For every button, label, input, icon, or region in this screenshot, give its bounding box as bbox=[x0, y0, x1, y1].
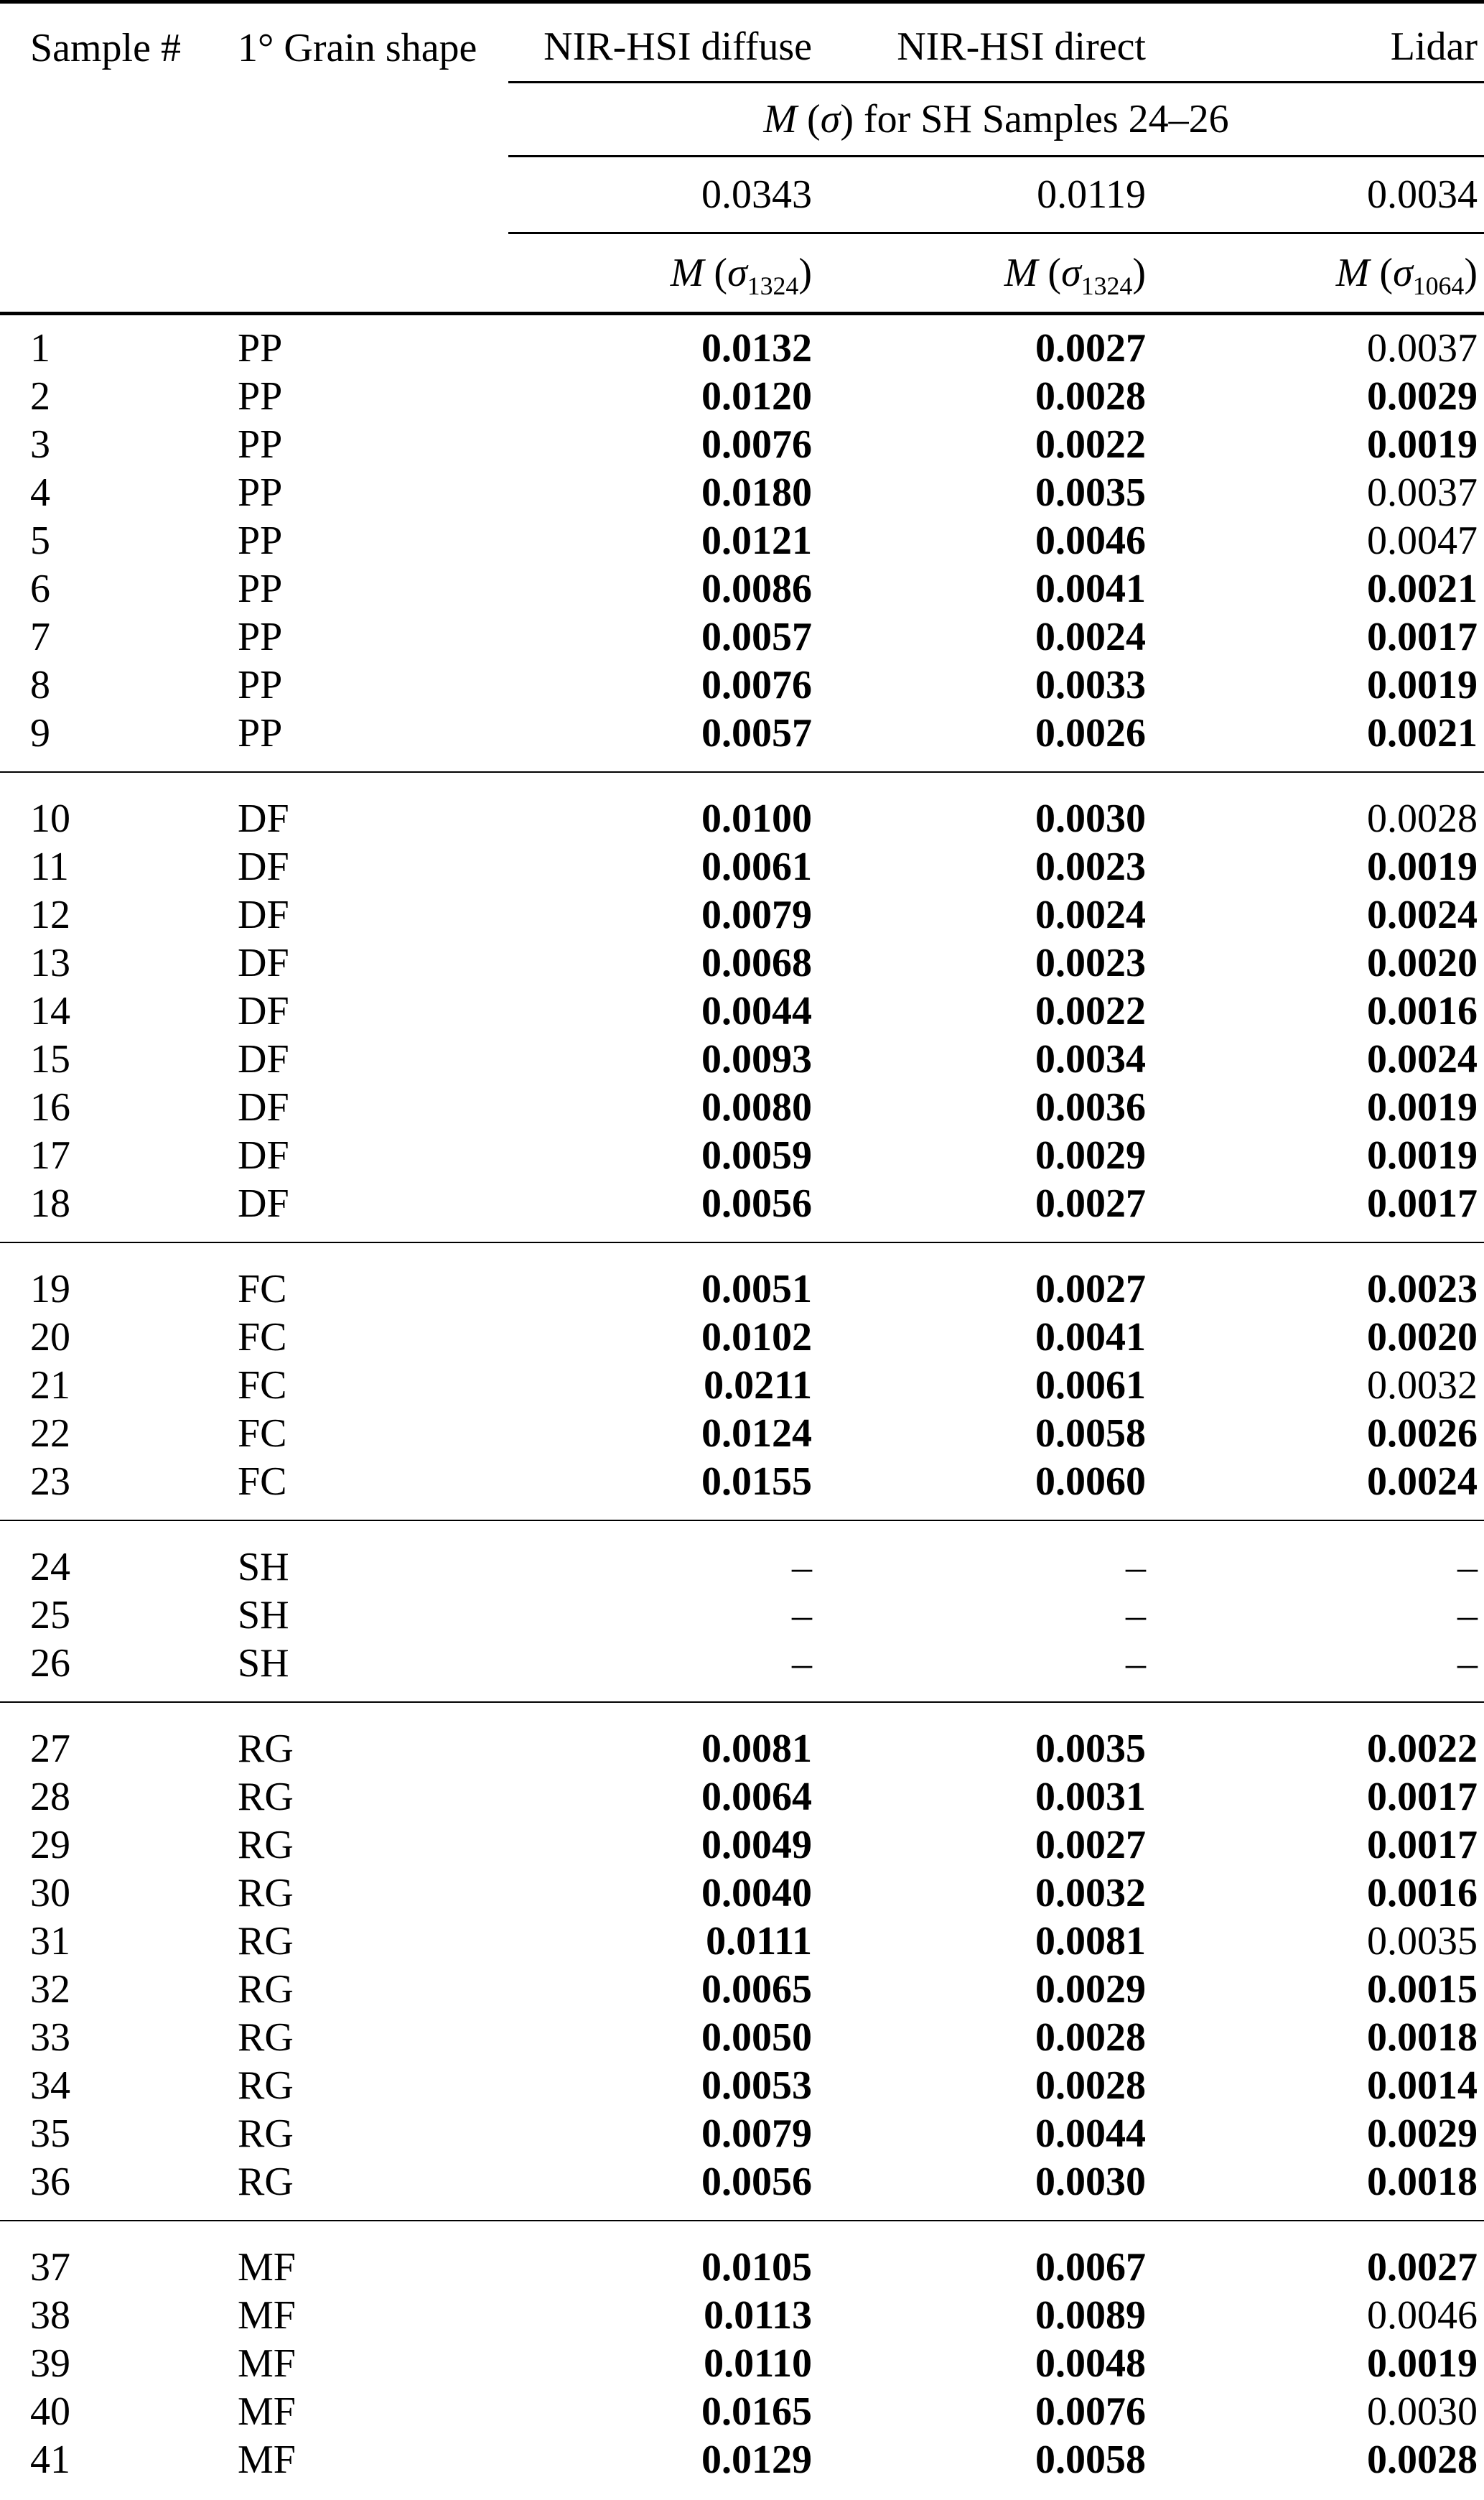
value-nir-hsi-direct: 0.0035 bbox=[818, 1702, 1152, 1772]
value-nir-hsi-direct: 0.0046 bbox=[1035, 518, 1146, 563]
grain-shape-cell: DF bbox=[238, 892, 289, 937]
value-nir-hsi-direct: 0.0041 bbox=[1035, 1314, 1146, 1360]
value-lidar: 0.0046 bbox=[1367, 2292, 1478, 2338]
value-nir-hsi-direct: 0.0030 bbox=[818, 772, 1152, 842]
grain-shape-cell: PP bbox=[238, 422, 283, 467]
sample-number-cell: 21 bbox=[30, 1362, 70, 1408]
value-lidar: 0.0016 bbox=[1367, 988, 1478, 1033]
sample-number-cell: 15 bbox=[30, 1036, 70, 1082]
value-nir-hsi-direct: 0.0081 bbox=[1035, 1918, 1146, 1964]
grain-shape-cell: RG bbox=[238, 1870, 294, 1915]
col-sublabel-sigma-1064-lidar: M $(\sigma_{1064})$ bbox=[1152, 233, 1484, 314]
table-row bbox=[0, 891, 1484, 939]
value-nir-hsi-diffuse: 0.0132 bbox=[701, 325, 812, 371]
sample-number-cell: 35 bbox=[30, 2111, 70, 2156]
grain-shape-cell: DF bbox=[238, 1181, 289, 1226]
value-lidar: 0.0029 bbox=[1367, 2111, 1478, 2156]
grain-shape-cell: FC bbox=[238, 1411, 287, 1456]
span-header-spacer bbox=[0, 83, 508, 157]
sample-number-cell: 11 bbox=[30, 844, 69, 889]
value-lidar: 0.0029 bbox=[1367, 373, 1478, 419]
table-row bbox=[0, 1821, 1484, 1869]
table-body bbox=[0, 314, 1484, 2500]
value-lidar: 0.0020 bbox=[1367, 940, 1478, 985]
sample-number-cell: 28 bbox=[30, 1774, 70, 1819]
value-nir-hsi-diffuse: 0.0113 bbox=[704, 2292, 812, 2338]
value-nir-hsi-diffuse: 0.0057 bbox=[701, 710, 812, 756]
value-nir-hsi-direct: 0.0023 bbox=[1035, 844, 1146, 889]
grain-shape-cell: DF bbox=[238, 988, 289, 1033]
value-nir-hsi-direct: 0.0035 bbox=[1035, 470, 1146, 515]
grain-shape-cell: PP bbox=[238, 373, 283, 419]
sample-number-cell: 29 bbox=[30, 1822, 70, 1867]
grain-shape-cell: FC bbox=[238, 1459, 287, 1504]
grain-shape-cell: PP bbox=[238, 518, 283, 563]
value-nir-hsi-direct: 0.0028 bbox=[1035, 2063, 1146, 2108]
table-row bbox=[0, 1772, 1484, 1821]
value-nir-hsi-direct: 0.0089 bbox=[1035, 2292, 1146, 2338]
grain-shape-cell: RG bbox=[238, 1918, 294, 1964]
sample-number-cell: 33 bbox=[30, 2015, 70, 2060]
value-nir-hsi-direct: – bbox=[818, 1520, 1152, 1591]
value-lidar: 0.0017 bbox=[1367, 1774, 1478, 1819]
value-nir-hsi-direct: 0.0024 bbox=[1035, 892, 1146, 937]
value-nir-hsi-diffuse: 0.0102 bbox=[701, 1314, 812, 1360]
col-header-lidar: Lidar bbox=[1152, 2, 1484, 83]
value-nir-hsi-diffuse: – bbox=[792, 1592, 812, 1637]
grain-shape-cell: DF bbox=[238, 1036, 289, 1082]
table-row bbox=[0, 987, 1484, 1035]
value-nir-hsi-diffuse: 0.0040 bbox=[701, 1870, 812, 1915]
table-row bbox=[0, 2061, 1484, 2109]
value-nir-hsi-diffuse: 0.0129 bbox=[701, 2437, 812, 2482]
sample-number-cell: 37 bbox=[0, 2221, 212, 2291]
sample-number-cell: 36 bbox=[30, 2159, 70, 2204]
grain-shape-cell: RG bbox=[238, 1822, 294, 1867]
table-row bbox=[0, 613, 1484, 661]
value-nir-hsi-diffuse: 0.0050 bbox=[701, 2015, 812, 2060]
sh-reference-row bbox=[0, 157, 1484, 233]
value-lidar: 0.0019 bbox=[1367, 1133, 1478, 1178]
value-lidar: 0.0019 bbox=[1367, 422, 1478, 467]
sample-number-cell: 2 bbox=[30, 373, 50, 419]
sample-number-cell: 24 bbox=[0, 1520, 212, 1591]
value-nir-hsi-diffuse: 0.0068 bbox=[701, 940, 812, 985]
grain-shape-cell: MF bbox=[238, 2341, 296, 2386]
value-lidar: 0.0016 bbox=[1367, 1870, 1478, 1915]
table-row bbox=[0, 1131, 1484, 1179]
value-lidar: 0.0022 bbox=[1152, 1702, 1484, 1772]
sublabel-spacer bbox=[0, 233, 508, 314]
sample-number-cell: 14 bbox=[30, 988, 70, 1033]
grain-shape-cell: PP bbox=[238, 325, 283, 371]
grain-shape-cell: FC bbox=[238, 1362, 287, 1408]
sh-reference-value-diffuse: 0.0343 bbox=[508, 157, 818, 233]
table-row bbox=[0, 564, 1484, 613]
value-nir-hsi-diffuse: 0.0121 bbox=[701, 518, 812, 563]
value-nir-hsi-diffuse: 0.0093 bbox=[701, 1036, 812, 1082]
col-sublabel-sigma-1324-diffuse: M $(\sigma_{1324})$ bbox=[508, 233, 818, 314]
value-lidar: 0.0014 bbox=[1367, 2063, 1478, 2108]
value-nir-hsi-diffuse: 0.0100 bbox=[508, 772, 818, 842]
table-row bbox=[0, 420, 1484, 468]
value-nir-hsi-direct: 0.0044 bbox=[1035, 2111, 1146, 2156]
value-nir-hsi-direct: 0.0022 bbox=[1035, 988, 1146, 1033]
column-header-row bbox=[0, 2, 1484, 83]
sample-number-cell: 40 bbox=[30, 2389, 70, 2434]
grain-shape-cell: DF bbox=[238, 940, 289, 985]
grain-shape-cell: SH bbox=[238, 1640, 289, 1686]
grain-shape-cell: FC bbox=[212, 1242, 508, 1313]
table-row bbox=[0, 516, 1484, 564]
table-row bbox=[0, 2435, 1484, 2500]
table-row bbox=[0, 1242, 1484, 1313]
sample-number-cell: 5 bbox=[30, 518, 50, 563]
table-row bbox=[0, 1702, 1484, 1772]
value-nir-hsi-direct: 0.0060 bbox=[1035, 1459, 1146, 1504]
value-nir-hsi-direct: 0.0029 bbox=[1035, 1966, 1146, 2012]
table-row bbox=[0, 468, 1484, 516]
value-nir-hsi-diffuse: 0.0155 bbox=[701, 1459, 812, 1504]
value-lidar: 0.0018 bbox=[1367, 2015, 1478, 2060]
value-lidar: 0.0021 bbox=[1367, 566, 1478, 611]
sample-number-cell: 10 bbox=[0, 772, 212, 842]
grain-shape-cell: PP bbox=[238, 614, 283, 659]
sample-number-cell: 6 bbox=[30, 566, 50, 611]
value-nir-hsi-direct: 0.0041 bbox=[1035, 566, 1146, 611]
value-nir-hsi-diffuse: 0.0079 bbox=[701, 892, 812, 937]
grain-shape-cell: MF bbox=[212, 2221, 508, 2291]
grain-shape-cell: RG bbox=[238, 1966, 294, 2012]
table-row bbox=[0, 1520, 1484, 1591]
table-row bbox=[0, 372, 1484, 420]
value-nir-hsi-diffuse: 0.0061 bbox=[701, 844, 812, 889]
table-row bbox=[0, 1361, 1484, 1409]
value-nir-hsi-direct: 0.0030 bbox=[1035, 2159, 1146, 2204]
value-lidar: 0.0024 bbox=[1367, 892, 1478, 937]
value-nir-hsi-direct: 0.0023 bbox=[1035, 940, 1146, 985]
table-row bbox=[0, 2221, 1484, 2291]
table-row bbox=[0, 1083, 1484, 1131]
grain-shape-cell: SH bbox=[238, 1592, 289, 1637]
value-nir-hsi-direct: 0.0058 bbox=[1035, 2437, 1146, 2482]
value-nir-hsi-diffuse: 0.0064 bbox=[701, 1774, 812, 1819]
grain-shape-cell: DF bbox=[238, 1084, 289, 1130]
value-lidar: 0.0017 bbox=[1367, 1181, 1478, 1226]
value-nir-hsi-diffuse: 0.0059 bbox=[701, 1133, 812, 1178]
grain-shape-cell: PP bbox=[238, 566, 283, 611]
value-nir-hsi-diffuse: 0.0211 bbox=[704, 1362, 812, 1408]
sample-number-cell: 19 bbox=[0, 1242, 212, 1313]
value-nir-hsi-direct: 0.0022 bbox=[1035, 422, 1146, 467]
span-header-sh-samples: M (σ) for SH Samples 24–26 bbox=[508, 83, 1484, 157]
sh-reference-value-direct: 0.0119 bbox=[818, 157, 1152, 233]
sample-number-cell: 31 bbox=[30, 1918, 70, 1964]
value-lidar: 0.0020 bbox=[1367, 1314, 1478, 1360]
value-nir-hsi-diffuse: 0.0056 bbox=[701, 2159, 812, 2204]
value-nir-hsi-direct: 0.0027 bbox=[1035, 1181, 1146, 1226]
value-nir-hsi-diffuse: 0.0049 bbox=[701, 1822, 812, 1867]
value-lidar: 0.0018 bbox=[1367, 2159, 1478, 2204]
sample-number-cell: 26 bbox=[30, 1640, 70, 1686]
value-nir-hsi-diffuse: 0.0080 bbox=[701, 1084, 812, 1130]
value-nir-hsi-diffuse: 0.0081 bbox=[508, 1702, 818, 1772]
table-row bbox=[0, 314, 1484, 373]
grain-shape-cell: RG bbox=[238, 2015, 294, 2060]
table-row bbox=[0, 1917, 1484, 1965]
value-lidar: 0.0037 bbox=[1367, 470, 1478, 515]
table-row bbox=[0, 772, 1484, 842]
sh-reference-spacer bbox=[0, 157, 508, 233]
col-header-nir-hsi-direct: NIR-HSI direct bbox=[818, 2, 1152, 83]
table-row bbox=[0, 1591, 1484, 1639]
value-nir-hsi-diffuse: 0.0165 bbox=[701, 2389, 812, 2434]
value-lidar: 0.0017 bbox=[1367, 1822, 1478, 1867]
value-lidar: 0.0030 bbox=[1367, 2389, 1478, 2434]
table-row bbox=[0, 1869, 1484, 1917]
value-nir-hsi-direct: 0.0076 bbox=[1035, 2389, 1146, 2434]
value-lidar: 0.0019 bbox=[1367, 662, 1478, 707]
sample-number-cell: 39 bbox=[30, 2341, 70, 2386]
grain-shape-cell: MF bbox=[238, 2389, 296, 2434]
value-nir-hsi-direct: 0.0027 bbox=[1035, 325, 1146, 371]
sample-number-cell: 17 bbox=[30, 1133, 70, 1178]
value-nir-hsi-direct: 0.0027 bbox=[1035, 1822, 1146, 1867]
table-row bbox=[0, 2109, 1484, 2157]
value-lidar: 0.0026 bbox=[1367, 1411, 1478, 1456]
sample-number-cell: 27 bbox=[0, 1702, 212, 1772]
value-nir-hsi-direct: 0.0036 bbox=[1035, 1084, 1146, 1130]
value-nir-hsi-direct: 0.0033 bbox=[1035, 662, 1146, 707]
value-nir-hsi-diffuse: 0.0105 bbox=[508, 2221, 818, 2291]
value-lidar: 0.0023 bbox=[1152, 1242, 1484, 1313]
col-header-grain-shape: 1° Grain shape bbox=[238, 25, 477, 70]
value-nir-hsi-direct: 0.0026 bbox=[1035, 710, 1146, 756]
grain-shape-cell: MF bbox=[238, 2437, 296, 2482]
value-nir-hsi-diffuse: 0.0180 bbox=[701, 470, 812, 515]
sample-number-cell: 1 bbox=[30, 325, 50, 371]
value-nir-hsi-direct: 0.0027 bbox=[818, 1242, 1152, 1313]
table-row bbox=[0, 2013, 1484, 2061]
value-lidar: 0.0047 bbox=[1367, 518, 1478, 563]
sample-number-cell: 18 bbox=[30, 1181, 70, 1226]
grain-shape-cell: RG bbox=[212, 1702, 508, 1772]
grain-shape-cell: PP bbox=[238, 470, 283, 515]
value-nir-hsi-diffuse: 0.0076 bbox=[701, 662, 812, 707]
grain-shape-cell: SH bbox=[212, 1520, 508, 1591]
value-lidar: 0.0037 bbox=[1367, 325, 1478, 371]
sample-number-cell: 13 bbox=[30, 940, 70, 985]
col-header-nir-hsi-diffuse: NIR-HSI diffuse bbox=[508, 2, 818, 83]
table-row bbox=[0, 2387, 1484, 2435]
grain-shape-cell: FC bbox=[238, 1314, 287, 1360]
table-row bbox=[0, 1457, 1484, 1520]
grain-shape-cell: DF bbox=[238, 844, 289, 889]
sample-number-cell: 23 bbox=[30, 1459, 70, 1504]
sample-number-cell: 8 bbox=[30, 662, 50, 707]
value-nir-hsi-diffuse: – bbox=[792, 1640, 812, 1686]
value-lidar: 0.0032 bbox=[1367, 1362, 1478, 1408]
value-nir-hsi-diffuse: 0.0076 bbox=[701, 422, 812, 467]
table-row bbox=[0, 842, 1484, 891]
grain-shape-cell: PP bbox=[238, 710, 283, 756]
value-lidar: 0.0028 bbox=[1152, 772, 1484, 842]
value-nir-hsi-diffuse: 0.0079 bbox=[701, 2111, 812, 2156]
table-header bbox=[0, 2, 1484, 314]
value-nir-hsi-direct: 0.0032 bbox=[1035, 1870, 1146, 1915]
value-lidar: 0.0024 bbox=[1367, 1036, 1478, 1082]
grain-shape-cell: RG bbox=[238, 2063, 294, 2108]
grain-shape-cell: DF bbox=[212, 772, 508, 842]
value-lidar: 0.0019 bbox=[1367, 2341, 1478, 2386]
table-row bbox=[0, 2291, 1484, 2339]
table-row bbox=[0, 1035, 1484, 1083]
table-row bbox=[0, 1965, 1484, 2013]
value-lidar: 0.0017 bbox=[1367, 614, 1478, 659]
value-nir-hsi-diffuse: 0.0053 bbox=[701, 2063, 812, 2108]
value-nir-hsi-diffuse: 0.0111 bbox=[706, 1918, 812, 1964]
value-nir-hsi-direct: – bbox=[1126, 1592, 1146, 1637]
value-nir-hsi-direct: 0.0034 bbox=[1035, 1036, 1146, 1082]
value-nir-hsi-diffuse: 0.0056 bbox=[701, 1181, 812, 1226]
table-row bbox=[0, 1639, 1484, 1702]
sublabel-row bbox=[0, 233, 1484, 314]
table-row bbox=[0, 2339, 1484, 2387]
value-lidar: 0.0027 bbox=[1152, 2221, 1484, 2291]
span-header-row bbox=[0, 83, 1484, 157]
grain-shape-cell: PP bbox=[238, 662, 283, 707]
value-nir-hsi-diffuse: 0.0086 bbox=[701, 566, 812, 611]
value-lidar: 0.0021 bbox=[1367, 710, 1478, 756]
value-lidar: 0.0035 bbox=[1367, 1918, 1478, 1964]
value-nir-hsi-direct: 0.0058 bbox=[1035, 1411, 1146, 1456]
value-lidar: – bbox=[1457, 1592, 1478, 1637]
grain-shape-cell: MF bbox=[238, 2292, 296, 2338]
value-nir-hsi-direct: 0.0067 bbox=[818, 2221, 1152, 2291]
value-lidar: 0.0028 bbox=[1367, 2437, 1478, 2482]
value-lidar: – bbox=[1152, 1520, 1484, 1591]
sample-number-cell: 38 bbox=[30, 2292, 70, 2338]
value-lidar: 0.0015 bbox=[1367, 1966, 1478, 2012]
grain-shape-cell: RG bbox=[238, 2159, 294, 2204]
table-row bbox=[0, 1409, 1484, 1457]
sample-number-cell: 12 bbox=[30, 892, 70, 937]
sample-number-cell: 25 bbox=[30, 1592, 70, 1637]
table-row bbox=[0, 1179, 1484, 1242]
value-lidar: 0.0024 bbox=[1367, 1459, 1478, 1504]
value-nir-hsi-direct: 0.0028 bbox=[1035, 2015, 1146, 2060]
table-row bbox=[0, 939, 1484, 987]
grain-shape-cell: RG bbox=[238, 1774, 294, 1819]
value-nir-hsi-diffuse: 0.0124 bbox=[701, 1411, 812, 1456]
value-lidar: 0.0019 bbox=[1367, 844, 1478, 889]
sample-number-cell: 20 bbox=[30, 1314, 70, 1360]
table-row bbox=[0, 709, 1484, 772]
value-lidar: 0.0019 bbox=[1367, 1084, 1478, 1130]
value-nir-hsi-diffuse: 0.0110 bbox=[704, 2341, 812, 2386]
value-nir-hsi-direct: 0.0029 bbox=[1035, 1133, 1146, 1178]
sample-number-cell: 34 bbox=[30, 2063, 70, 2108]
value-nir-hsi-direct: 0.0031 bbox=[1035, 1774, 1146, 1819]
grain-shape-cell: RG bbox=[238, 2111, 294, 2156]
value-lidar: – bbox=[1457, 1640, 1478, 1686]
value-nir-hsi-diffuse: 0.0065 bbox=[701, 1966, 812, 2012]
value-nir-hsi-diffuse: 0.0120 bbox=[701, 373, 812, 419]
value-nir-hsi-diffuse: 0.0051 bbox=[508, 1242, 818, 1313]
sample-number-cell: 16 bbox=[30, 1084, 70, 1130]
table-row bbox=[0, 2157, 1484, 2221]
sample-number-cell: 7 bbox=[30, 614, 50, 659]
table-row bbox=[0, 661, 1484, 709]
sh-reference-value-lidar: 0.0034 bbox=[1152, 157, 1484, 233]
sample-number-cell: 22 bbox=[30, 1411, 70, 1456]
value-nir-hsi-diffuse: – bbox=[508, 1520, 818, 1591]
sample-number-cell: 32 bbox=[30, 1966, 70, 2012]
value-nir-hsi-direct: 0.0061 bbox=[1035, 1362, 1146, 1408]
value-nir-hsi-direct: – bbox=[1126, 1640, 1146, 1686]
grain-shape-cell: DF bbox=[238, 1133, 289, 1178]
sample-number-cell: 3 bbox=[30, 422, 50, 467]
table-row bbox=[0, 1313, 1484, 1361]
value-nir-hsi-direct: 0.0048 bbox=[1035, 2341, 1146, 2386]
sample-number-cell: 4 bbox=[30, 470, 50, 515]
sample-number-cell: 9 bbox=[30, 710, 50, 756]
value-nir-hsi-diffuse: 0.0057 bbox=[701, 614, 812, 659]
col-sublabel-sigma-1324-direct: M $(\sigma_{1324})$ bbox=[818, 233, 1152, 314]
value-nir-hsi-diffuse: 0.0044 bbox=[701, 988, 812, 1033]
value-nir-hsi-direct: 0.0028 bbox=[1035, 373, 1146, 419]
sample-number-cell: 41 bbox=[30, 2437, 70, 2482]
sample-number-cell: 30 bbox=[30, 1870, 70, 1915]
value-nir-hsi-direct: 0.0024 bbox=[1035, 614, 1146, 659]
col-header-sample-number: Sample # bbox=[30, 25, 181, 70]
